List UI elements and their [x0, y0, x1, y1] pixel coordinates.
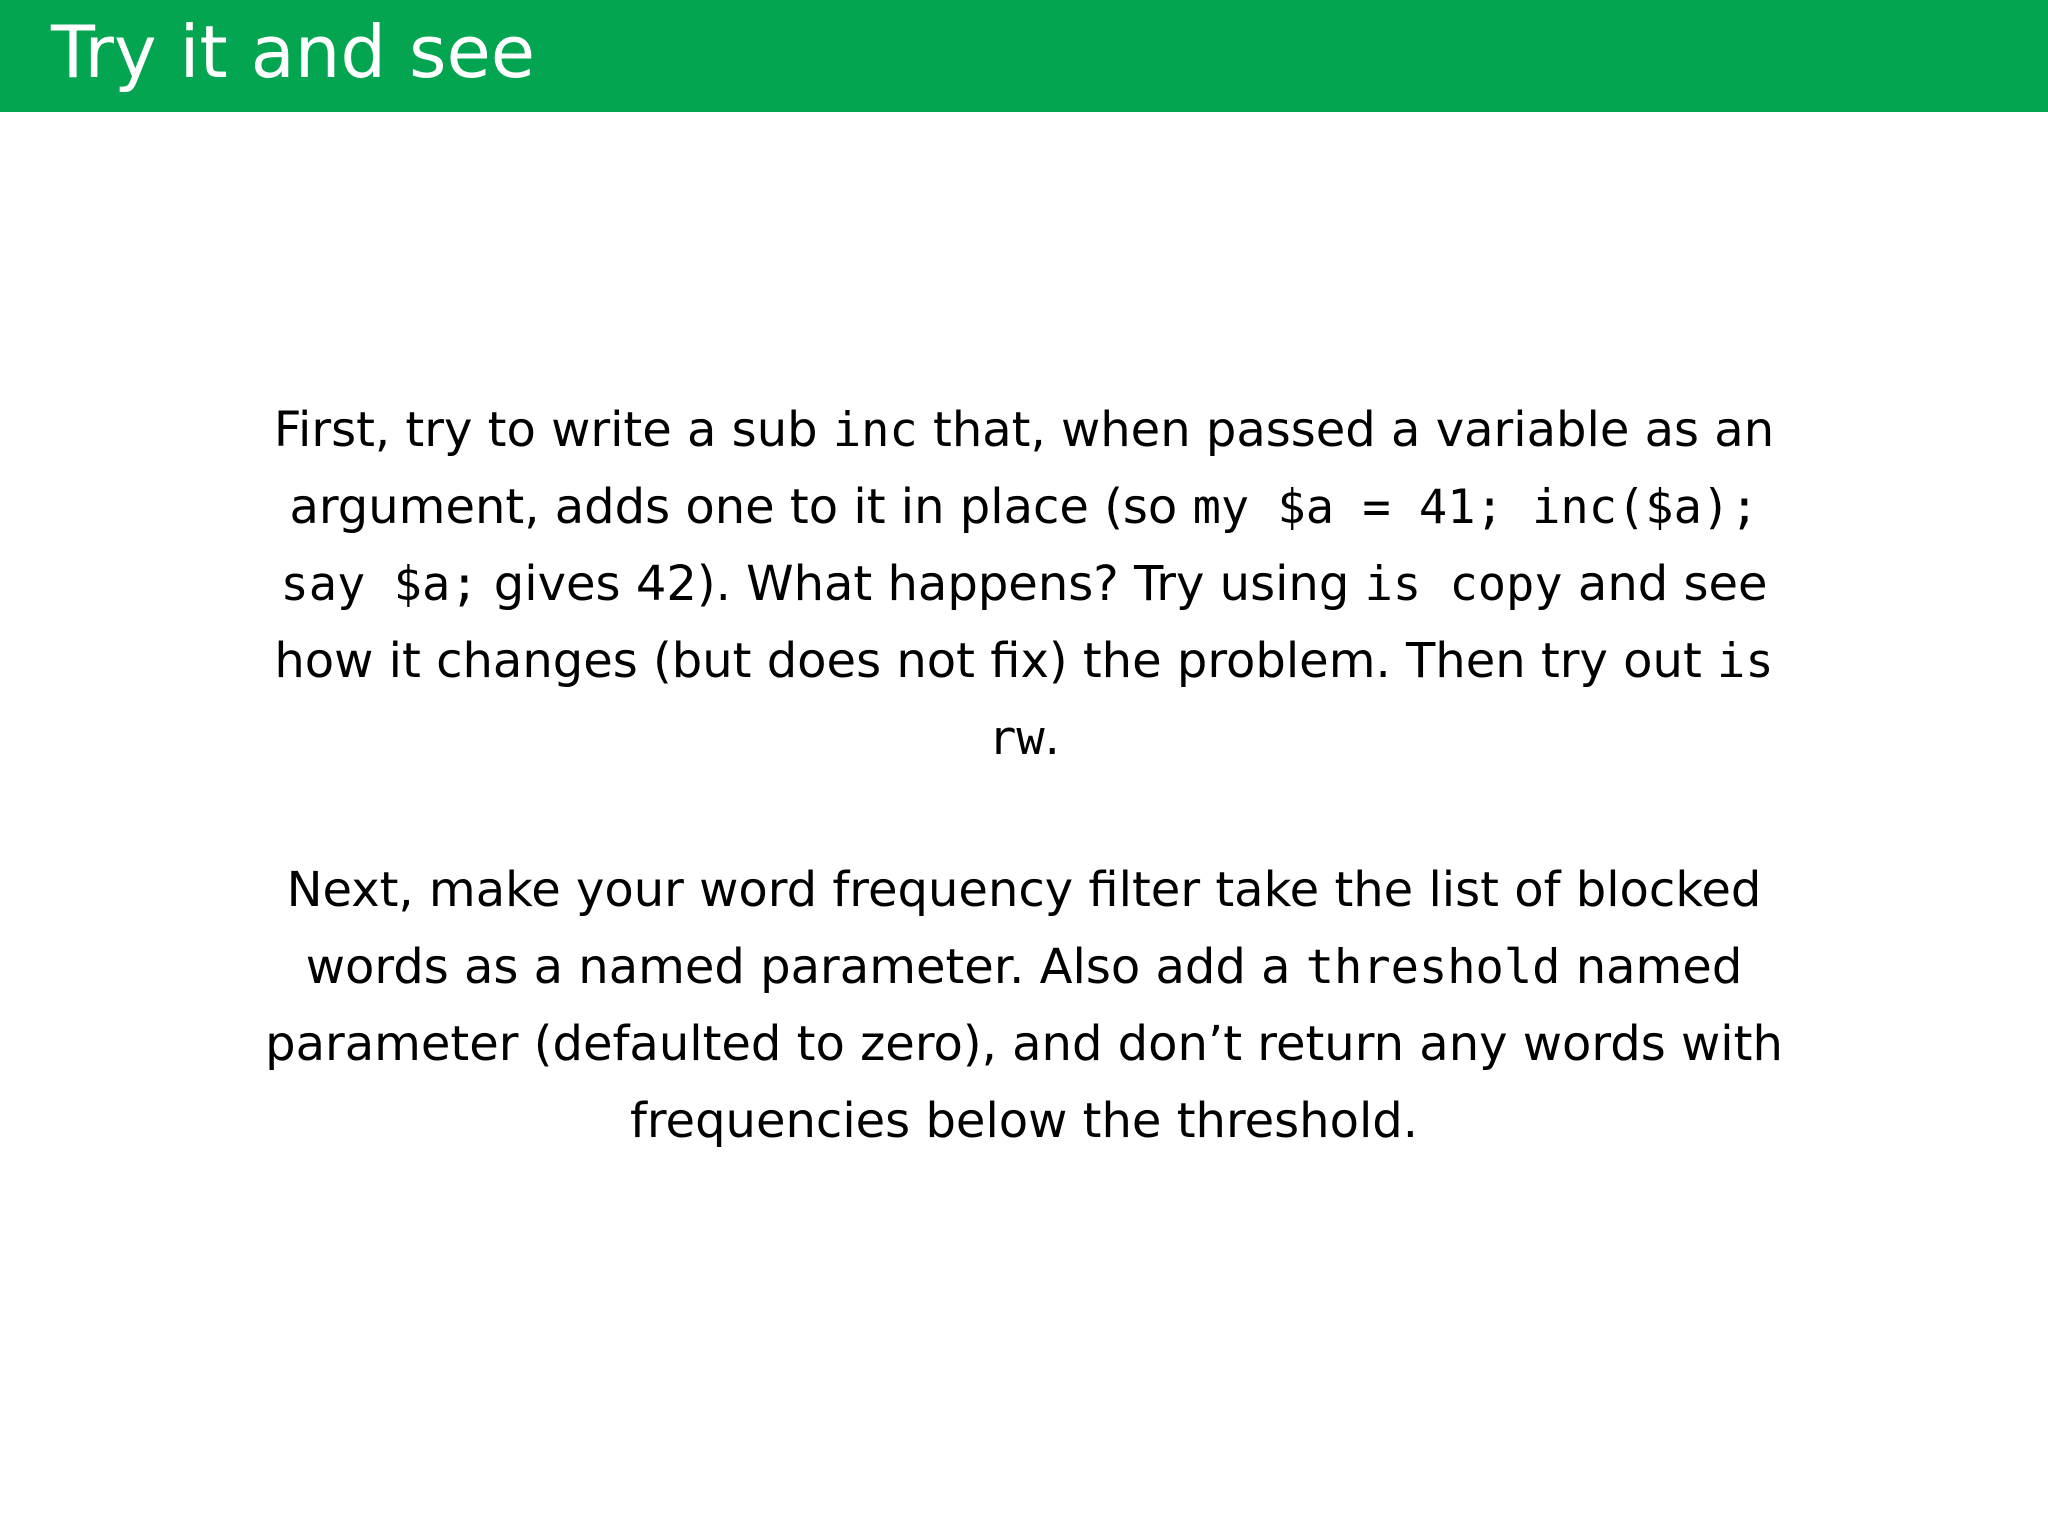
text-run: and see: [1562, 556, 1768, 612]
text-run: .: [1044, 710, 1060, 766]
text-line: [196, 700, 1852, 777]
text-run: argument, adds one to it in place (so: [289, 479, 1193, 535]
code-inline: inc: [832, 403, 918, 458]
text-run: parameter (defaulted to zero), and don’t return any words with: [265, 1016, 1783, 1072]
code-inline: threshold: [1305, 940, 1561, 995]
text-run: words as a named parameter. Also add a: [305, 939, 1306, 995]
text-line: [196, 929, 1852, 1006]
slide-title: Try it and see: [51, 10, 536, 94]
text-line: [196, 1083, 1852, 1160]
text-line: [196, 546, 1852, 623]
code-inline: is copy: [1364, 557, 1563, 612]
text-line: [196, 469, 1852, 546]
text-run: frequencies below the threshold.: [629, 1093, 1419, 1149]
code-inline: my $a = 41; inc($a);: [1192, 480, 1759, 535]
text-line: [196, 392, 1852, 469]
text-run: named: [1560, 939, 1743, 995]
code-inline: say $a;: [280, 557, 479, 612]
code-inline: rw: [988, 711, 1045, 766]
text-run: gives 42). What happens? Try using: [478, 556, 1365, 612]
text-run: that, when passed a variable as an: [917, 402, 1775, 458]
paragraph-word-frequency-exercise: [196, 852, 1852, 1160]
text-run: Next, make your word frequency filter take the list of blocked: [286, 862, 1762, 918]
text-line: [196, 852, 1852, 929]
paragraph-inc-exercise: [196, 392, 1852, 777]
code-inline: is: [1717, 634, 1774, 689]
text-run: how it changes (but does not fix) the problem. Then try out: [274, 633, 1718, 689]
text-line: [196, 623, 1852, 700]
title-bar: [0, 0, 2048, 112]
slide-content: [196, 392, 1852, 1160]
text-line: [196, 1006, 1852, 1083]
text-run: First, try to write a sub: [273, 402, 833, 458]
